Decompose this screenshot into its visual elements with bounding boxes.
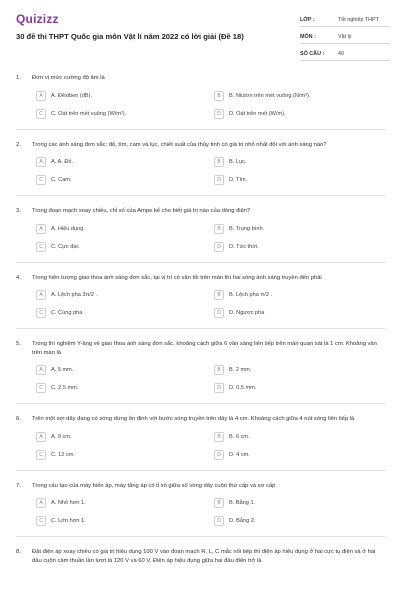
question-head [16, 340, 386, 357]
option-letter-box: C [36, 516, 46, 526]
answer-option[interactable] [36, 364, 208, 376]
question-text: Trong hiện tượng giao thoa ánh sáng đơn sắc, tại vị trí có vân tối trên màn thì hai sóng ánh sáng truyền đến phải [32, 274, 322, 281]
meta-row-subject [300, 31, 390, 44]
option-letter-box: A [36, 224, 46, 234]
meta-table [300, 14, 390, 65]
meta-label: MÔN : [300, 34, 316, 40]
option-letter-box: D [214, 109, 224, 119]
answer-option[interactable] [36, 174, 208, 186]
option-letter-box: B [214, 91, 224, 101]
option-letter-box: A [36, 365, 46, 375]
option-letter-box: C [36, 175, 46, 185]
option-letter-box: C [36, 383, 46, 393]
answer-option[interactable] [36, 241, 208, 253]
option-letter-box: A [36, 432, 46, 442]
question-head [16, 482, 386, 491]
option-text: C. Cùng pha [51, 310, 83, 316]
answer-options [36, 90, 386, 120]
answer-option[interactable] [214, 223, 386, 235]
question-head [16, 141, 386, 150]
question-number: 5. [16, 341, 21, 347]
answer-option[interactable] [36, 449, 208, 461]
option-letter-box: B [214, 157, 224, 167]
question-divider [16, 403, 386, 404]
option-text: B. Lục. [229, 159, 247, 165]
option-text: C. 2,5 mm. [51, 385, 79, 391]
option-text: D. 4 cm. [229, 451, 250, 458]
option-letter-box: A [36, 157, 46, 167]
meta-value: 40 [338, 51, 344, 57]
question-divider [16, 328, 386, 329]
answer-option[interactable] [36, 108, 208, 120]
answer-option[interactable] [36, 223, 208, 235]
question-number: 2. [16, 141, 21, 148]
meta-label: LỚP : [300, 17, 315, 23]
option-text: D. Tím. [229, 177, 248, 183]
option-text: A. Lệch pha 3π/2 . [51, 292, 98, 298]
answer-option[interactable] [214, 174, 386, 186]
question-divider [16, 129, 386, 130]
option-text: A. A. Đỏ. [51, 159, 74, 165]
answer-option[interactable] [36, 289, 208, 301]
option-text: B. Trung bình. [229, 225, 265, 232]
option-letter-box: A [36, 290, 46, 300]
question-text: Đơn vị mức cường độ âm là [32, 75, 105, 81]
question-divider [16, 470, 386, 471]
option-text: B. 2 mm. [229, 367, 252, 373]
question-item [0, 74, 400, 120]
question-head [16, 274, 386, 283]
option-letter-box: B [214, 224, 224, 234]
answer-option[interactable] [214, 108, 386, 120]
option-letter-box: D [214, 516, 224, 526]
option-letter-box: A [36, 498, 46, 508]
question-item [0, 340, 400, 394]
answer-options [36, 223, 386, 253]
question-text: Đặt điện áp xoay chiều có giá trị hiệu dụng 100 V vào đoạn mạch R, L, C mắc nối tiếp thì điện áp hiệu dụng ở hai cực tụ điện và ở hai đầu cuộn cảm thuần lần lượt là 120 V và 60 V. Điện áp hiệu dụng giữa hai đầu điện trở là [32, 549, 376, 564]
meta-row-class [300, 14, 390, 27]
option-text: B. Niutơn trên mét vuông (N/m²). [229, 92, 311, 99]
option-text: D. Oát trên mét (W/m). [229, 110, 286, 117]
question-text: Trong các ánh sáng đơn sắc: đỏ, tím, cam và lục, chiết suất của thủy tinh có giá trị nhỏ nhất đối với ánh sáng nào? [32, 141, 327, 148]
option-letter-box: D [214, 242, 224, 252]
option-text: C. Cực đại. [51, 243, 80, 250]
question-head [16, 548, 386, 565]
answer-options [36, 431, 386, 461]
option-text: A. Hiệu dụng. [51, 225, 85, 232]
option-text: C. Cam. [51, 177, 72, 183]
option-letter-box: B [214, 290, 224, 300]
option-text: A. 9 cm. [51, 433, 72, 440]
option-text: D. Ngược pha [229, 310, 265, 316]
answer-option[interactable] [36, 90, 208, 102]
answer-option[interactable] [36, 156, 208, 168]
question-text: Trên một sợi dây đang có sóng dừng ổn định với bước sóng truyền trên dây là 4 cm. Khoảng cách giữa 4 nút sóng liên tiếp là [32, 416, 355, 422]
question-number: 7. [16, 482, 21, 489]
answer-options [36, 364, 386, 394]
option-text: D. 0,5 mm. [229, 385, 257, 391]
option-letter-box: C [36, 109, 46, 119]
question-number: 4. [16, 274, 21, 281]
answer-option[interactable] [36, 497, 208, 509]
answer-option[interactable] [214, 515, 386, 527]
answer-option[interactable] [214, 307, 386, 319]
answer-option[interactable] [214, 431, 386, 443]
question-number: 8. [16, 549, 21, 555]
question-item [0, 482, 400, 528]
option-letter-box: C [36, 450, 46, 460]
question-divider [16, 195, 386, 196]
question-text: Trong đoạn mạch xoay chiều, chỉ số của Ampe kế cho biết giá trị nào của dòng điện? [32, 208, 251, 214]
meta-label: SỐ CÂU : [300, 51, 325, 57]
answer-option[interactable] [214, 156, 386, 168]
question-number: 3. [16, 208, 21, 214]
option-text: B. Bằng 1. [229, 500, 256, 506]
option-letter-box: C [36, 308, 46, 318]
option-text: A. Nhỏ hơn 1. [51, 500, 86, 506]
meta-value: Tốt nghiệp THPT [338, 17, 379, 23]
answer-option[interactable] [214, 90, 386, 102]
option-letter-box: B [214, 432, 224, 442]
option-letter-box: D [214, 175, 224, 185]
question-head [16, 74, 386, 83]
answer-option[interactable] [36, 431, 208, 443]
question-divider [16, 536, 386, 537]
answer-option[interactable] [36, 307, 208, 319]
answer-option[interactable] [36, 382, 208, 394]
question-item [0, 415, 400, 461]
option-letter-box: C [36, 242, 46, 252]
option-text: C. Lớn hơn 1. [51, 518, 86, 524]
question-item [0, 274, 400, 320]
meta-value: Vật lý [338, 34, 352, 40]
question-head [16, 415, 386, 424]
answer-options [36, 497, 386, 527]
quizizz-logo: Quizizz [16, 12, 59, 26]
page-title: 30 đề thi THPT Quốc gia môn Vật lí năm 2022 có lời giải (Đề 18) [16, 32, 244, 41]
answer-option[interactable] [214, 497, 386, 509]
question-item [0, 141, 400, 187]
question-text: Trong thí nghiệm Y-âng về giao thoa ánh sáng đơn sắc, khoảng cách giữa 6 vân sáng liên tiếp trên màn quan sát là 1 cm. Khoảng vân trên màn là [32, 341, 377, 356]
option-text: D. Tức thời. [229, 243, 259, 250]
answer-option[interactable] [214, 241, 386, 253]
answer-option[interactable] [214, 449, 386, 461]
question-item [0, 207, 400, 253]
option-text: B. Lệch pha π/2 . [229, 292, 273, 298]
option-letter-box: D [214, 383, 224, 393]
question-item [0, 548, 400, 565]
meta-row-count [300, 48, 390, 61]
question-text: Trong cấu tạo của máy biến áp, máy tăng áp có tỉ số giữa số vòng dây cuộn thứ cấp và sơ cấp [32, 482, 276, 489]
answer-options [36, 289, 386, 319]
option-letter-box: A [36, 91, 46, 101]
answer-options [36, 156, 386, 186]
option-letter-box: D [214, 450, 224, 460]
question-number: 6. [16, 416, 21, 422]
question-head [16, 207, 386, 216]
option-text: C. 12 cm. [51, 451, 75, 458]
option-letter-box: B [214, 365, 224, 375]
option-text: D. Bằng 2. [229, 518, 256, 524]
answer-option[interactable] [214, 289, 386, 301]
option-text: B. 6 cm. [229, 433, 250, 440]
option-letter-box: D [214, 308, 224, 318]
option-text: C. Oát trên mét vuông (W/m²). [51, 110, 127, 117]
answer-option[interactable] [36, 515, 208, 527]
option-text: A. 5 mm. [51, 367, 74, 373]
worksheet-header [0, 0, 400, 62]
option-text: A. Đêxiben (dB). [51, 92, 93, 99]
question-number: 1. [16, 75, 21, 81]
answer-option[interactable] [214, 364, 386, 376]
question-list [0, 74, 400, 565]
answer-option[interactable] [214, 382, 386, 394]
option-letter-box: B [214, 498, 224, 508]
question-divider [16, 262, 386, 263]
